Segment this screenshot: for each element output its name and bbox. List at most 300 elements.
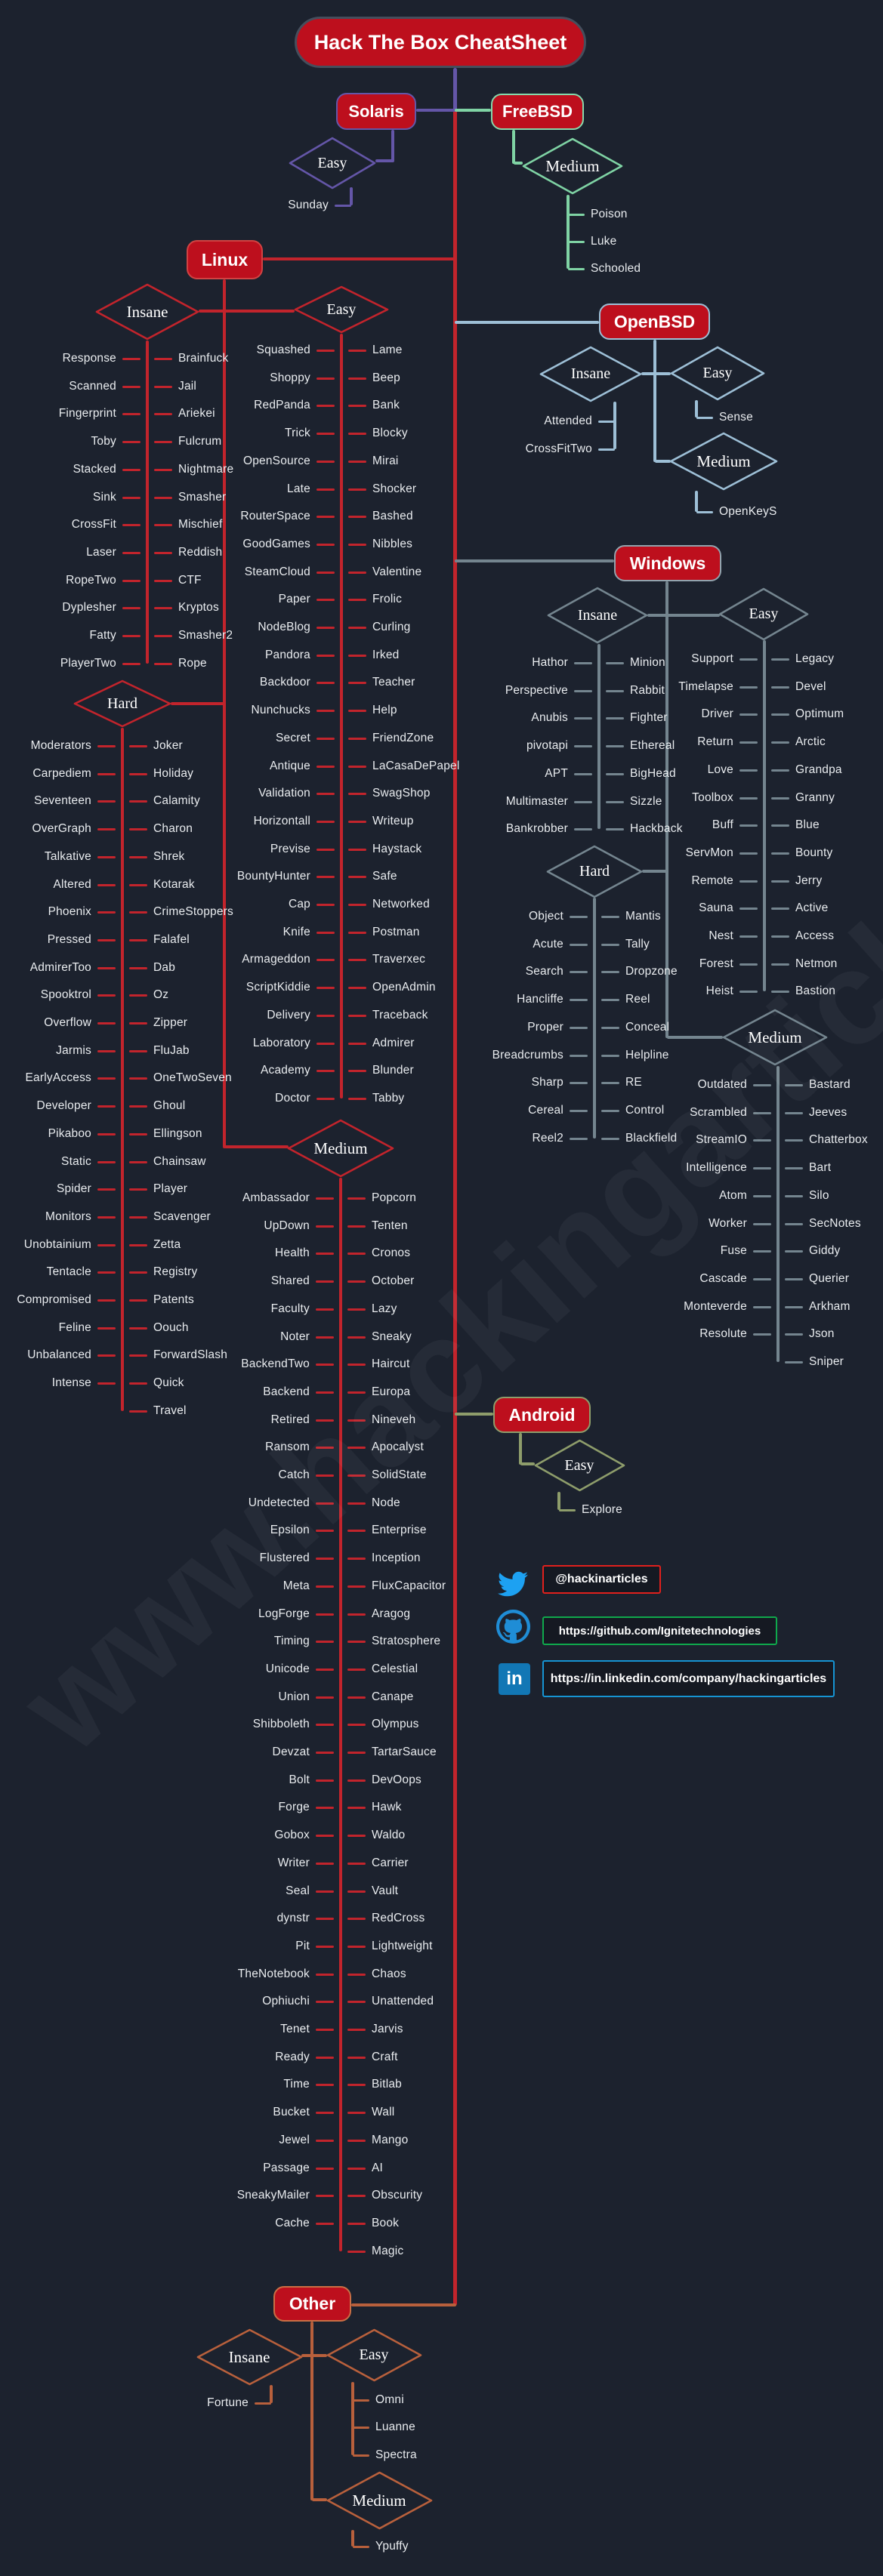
machine-label: Shibboleth <box>252 1718 310 1730</box>
connector-line <box>97 745 116 747</box>
connector-line <box>574 690 592 692</box>
twitter-handle-box[interactable] <box>542 1565 661 1594</box>
machine-label: Stacked <box>73 463 116 476</box>
solaris-node <box>336 93 416 130</box>
connector-line <box>568 214 585 216</box>
android-node <box>493 1397 591 1433</box>
connector-line <box>154 469 172 471</box>
connector-line <box>347 1974 366 1976</box>
connector-line <box>347 2112 366 2114</box>
connector-line <box>601 1082 619 1084</box>
connector-line <box>568 241 585 243</box>
connector-line <box>316 1530 334 1532</box>
machine-label: Shared <box>270 1274 310 1287</box>
connector-line <box>316 2084 334 2086</box>
machine-label: October <box>372 1274 415 1287</box>
machine-label: Ambassador <box>242 1191 310 1204</box>
connector-line <box>347 1946 366 1948</box>
linux-node <box>187 240 263 279</box>
machine-label: Delivery <box>267 1009 310 1021</box>
connector-line <box>570 1055 588 1057</box>
machine-label: Traverxec <box>372 953 426 966</box>
machine-label: Blocky <box>372 427 408 439</box>
connector-line <box>641 372 671 375</box>
connector-line <box>199 310 295 313</box>
machine-label: Chatterbox <box>809 1133 868 1146</box>
machine-label: Mantis <box>625 910 661 923</box>
connector-line <box>129 1327 147 1330</box>
connector-line <box>316 738 335 740</box>
machine-label: Scavenger <box>153 1210 211 1223</box>
connector-line <box>347 1558 366 1560</box>
connector-line <box>316 682 335 684</box>
connector-line <box>348 350 366 352</box>
machine-label: Control <box>625 1104 665 1117</box>
linkedin-url-box[interactable] <box>542 1660 835 1697</box>
machine-label: RouterSpace <box>240 510 310 522</box>
connector-line <box>696 417 713 419</box>
machine-label: Unobtainium <box>23 1238 91 1251</box>
connector-line <box>97 1354 116 1357</box>
connector-line <box>97 911 116 914</box>
machine-label: Valentine <box>372 565 422 578</box>
connector-line <box>753 1223 771 1225</box>
machine-label: Charon <box>153 822 193 835</box>
machine-label: Celestial <box>372 1662 418 1675</box>
machine-label: Oouch <box>153 1321 189 1334</box>
machine-label: Unattended <box>372 1995 434 2007</box>
machine-label: EarlyAccess <box>25 1071 91 1084</box>
openbsd-medium-list-spine <box>695 491 698 512</box>
machine-label: Bank <box>372 399 400 411</box>
connector-line <box>348 627 366 629</box>
machine-label: PlayerTwo <box>60 657 116 670</box>
connector-line <box>122 580 140 582</box>
machine-label: Sink <box>93 491 116 504</box>
machine-label: Intense <box>51 1376 91 1389</box>
machine-label: Granny <box>795 791 835 804</box>
connector-line <box>347 1308 366 1311</box>
machine-label: APT <box>545 767 568 780</box>
connector-line <box>316 1336 334 1339</box>
page-title: Hack The Box CheatSheet <box>313 30 567 54</box>
machine-label: Flustered <box>259 1551 310 1564</box>
machine-label: Schooled <box>591 262 641 275</box>
machine-label: TartarSauce <box>372 1746 437 1758</box>
connector-line <box>122 607 140 609</box>
connector-line <box>347 1474 366 1477</box>
windows-insane-diamond-label: Insane <box>577 606 618 624</box>
machine-label: Fulcrum <box>178 435 222 448</box>
connector-line <box>316 1253 334 1255</box>
machine-label: Return <box>697 735 733 748</box>
machine-label: Previse <box>270 843 310 855</box>
connector-line <box>785 1084 803 1086</box>
linux-hard-diamond <box>73 679 171 728</box>
connector-line <box>97 1077 116 1080</box>
connector-line <box>122 386 140 388</box>
machine-label: Seventeen <box>34 794 91 807</box>
connector-line <box>129 1050 147 1052</box>
connector-line <box>353 2546 369 2548</box>
machine-label: Proper <box>527 1021 563 1034</box>
machine-label: Haystack <box>372 843 422 855</box>
machine-label: Helpline <box>625 1049 669 1062</box>
machine-label: Blackfield <box>625 1132 678 1145</box>
connector-line <box>154 413 172 415</box>
machine-label: Antique <box>270 760 310 772</box>
connector-line <box>559 1509 576 1511</box>
connector-line <box>97 1216 116 1219</box>
machine-label: Toby <box>91 435 116 448</box>
machine-label: Sniper <box>809 1355 844 1368</box>
machine-label: ForwardSlash <box>153 1348 228 1361</box>
machine-label: Lazy <box>372 1302 397 1315</box>
connector-line <box>347 2029 366 2031</box>
connector-line <box>570 916 588 918</box>
machine-label: Bankrobber <box>505 822 568 835</box>
connector-line <box>771 991 789 993</box>
linux-easy-diamond <box>294 285 389 334</box>
connector-line <box>347 1502 366 1505</box>
connector-line <box>642 870 667 873</box>
machine-label: Explore <box>582 1503 622 1516</box>
connector-line <box>771 935 789 938</box>
connector-line <box>570 1138 588 1140</box>
machine-label: Json <box>809 1327 835 1340</box>
machine-label: Holiday <box>153 767 194 780</box>
machine-label: Jerry <box>795 874 823 887</box>
machine-label: Blunder <box>372 1064 414 1077</box>
connector-line <box>122 663 140 665</box>
machine-label: Heist <box>705 984 733 997</box>
machine-label: RedCross <box>372 1912 425 1924</box>
connector-line <box>785 1223 803 1225</box>
android-node-label: Android <box>508 1404 576 1425</box>
connector-line <box>347 1585 366 1588</box>
solaris-easy-diamond <box>289 137 376 190</box>
machine-label: Ready <box>275 2051 310 2063</box>
twitter-bird-icon[interactable] <box>497 1569 529 1599</box>
machine-label: Paper <box>278 593 310 605</box>
machine-label: Player <box>153 1182 188 1195</box>
machine-label: Bastard <box>809 1078 851 1091</box>
connector-line <box>347 1280 366 1283</box>
machine-label: Mango <box>372 2134 409 2146</box>
machine-label: Omni <box>375 2393 404 2406</box>
connector-line <box>655 460 671 463</box>
connector-line <box>122 358 140 360</box>
connector-line <box>347 2195 366 2197</box>
machine-label: GoodGames <box>242 538 310 550</box>
machine-label: Remote <box>691 874 733 887</box>
solaris-easy-diamond-label: Easy <box>317 154 347 171</box>
machine-label: Pandora <box>264 649 310 661</box>
machine-label: Chaos <box>372 1967 406 1980</box>
linux-medium-diamond <box>287 1119 394 1178</box>
openbsd-node <box>599 304 710 340</box>
connector-line <box>348 682 366 684</box>
connector-line <box>653 340 656 462</box>
windows-medium-list-spine <box>776 1066 780 1362</box>
machine-label: Feline <box>58 1321 91 1334</box>
connector-line <box>97 994 116 997</box>
machine-label: Dropzone <box>625 965 678 978</box>
machine-label: Forge <box>278 1801 310 1813</box>
connector-line <box>310 2322 313 2501</box>
connector-line <box>771 852 789 855</box>
machine-label: Reel <box>625 993 650 1006</box>
machine-label: Curling <box>372 621 411 633</box>
connector-line <box>97 856 116 858</box>
machine-label: Spider <box>56 1182 91 1195</box>
connector-line <box>574 828 592 830</box>
machine-label: Passage <box>263 2162 310 2174</box>
connector-line <box>129 800 147 803</box>
machine-label: Zetta <box>153 1238 181 1251</box>
connector-line <box>129 1188 147 1191</box>
connector-line <box>771 741 789 744</box>
connector-line <box>348 821 366 823</box>
windows-hard-list-spine <box>593 898 596 1139</box>
connector-line <box>771 907 789 910</box>
connector-line <box>129 773 147 775</box>
machine-label: RedPanda <box>254 399 310 411</box>
connector-line <box>316 821 335 823</box>
connector-line <box>97 800 116 803</box>
machine-label: Scrambled <box>690 1106 747 1119</box>
connector-line <box>739 880 758 883</box>
machine-label: Traceback <box>372 1009 428 1021</box>
android-easy-diamond <box>534 1439 625 1492</box>
machine-label: Registry <box>153 1265 198 1278</box>
connector-line <box>316 1502 334 1505</box>
machine-label: Pit <box>295 1940 310 1952</box>
connector-line <box>316 1363 334 1366</box>
connector-line <box>316 1696 334 1699</box>
machine-label: Ophiuchi <box>262 1995 310 2007</box>
connector-line <box>154 358 172 360</box>
linkedin-icon[interactable]: in <box>499 1663 530 1695</box>
machine-label: Intelligence <box>686 1161 747 1174</box>
connector-line <box>347 1530 366 1532</box>
machine-label: Frolic <box>372 593 403 605</box>
connector-line <box>347 1863 366 1865</box>
machine-label: Reel2 <box>532 1132 563 1145</box>
machine-label: Laser <box>86 546 116 559</box>
machine-label: NodeBlog <box>258 621 310 633</box>
connector-line <box>97 1188 116 1191</box>
machine-label: Inception <box>372 1551 421 1564</box>
machine-label: Unbalanced <box>27 1348 91 1361</box>
connector-line <box>122 552 140 554</box>
connector-line <box>347 1669 366 1671</box>
machine-label: Access <box>795 929 835 942</box>
machine-label: LogForge <box>258 1607 310 1620</box>
machine-label: TheNotebook <box>237 1967 310 1980</box>
machine-label: Spectra <box>375 2448 417 2461</box>
connector-line <box>154 580 172 582</box>
machine-label: Tenten <box>372 1219 408 1232</box>
machine-label: Bastion <box>795 984 836 997</box>
machine-label: Nightmare <box>178 463 234 476</box>
connector-line <box>753 1306 771 1308</box>
machine-label: Arkham <box>809 1300 851 1313</box>
solaris-easy-list-spine <box>350 187 353 205</box>
machine-label: Outdated <box>697 1078 747 1091</box>
connector-line <box>348 987 366 989</box>
connector-line <box>348 766 366 768</box>
connector-line <box>129 911 147 914</box>
github-url: https://github.com/Ignitetechnologies <box>558 1624 761 1638</box>
machine-label: Phoenix <box>48 905 91 918</box>
machine-label: Timelapse <box>678 680 733 693</box>
connector-line <box>753 1167 771 1169</box>
machine-label: Legacy <box>795 652 835 665</box>
connector-line <box>122 469 140 471</box>
github-octocat-icon[interactable] <box>496 1609 531 1644</box>
other-easy-diamond-label: Easy <box>359 2346 389 2363</box>
connector-line <box>97 1299 116 1302</box>
machine-label: Object <box>529 910 563 923</box>
openbsd-insane-diamond-label: Insane <box>570 365 611 382</box>
connector-line <box>347 2057 366 2059</box>
connector-line <box>129 1382 147 1385</box>
machine-label: Minion <box>630 656 665 669</box>
machine-label: Carrier <box>372 1857 409 1869</box>
connector-line <box>347 1724 366 1726</box>
machine-label: Squashed <box>256 344 310 356</box>
machine-label: Apocalyst <box>372 1441 424 1453</box>
machine-label: Bashed <box>372 510 413 522</box>
connector-line <box>97 1050 116 1052</box>
machine-label: Ariekei <box>178 407 215 420</box>
openbsd-easy-list-spine <box>695 400 698 418</box>
connector-line <box>316 1779 334 1782</box>
freebsd-medium-diamond <box>522 137 623 195</box>
machine-label: Response <box>62 352 116 365</box>
connector-line <box>347 1890 366 1893</box>
machine-label: Jail <box>178 380 197 393</box>
connector-line <box>570 1110 588 1112</box>
machine-label: Undetected <box>248 1496 310 1509</box>
machine-label: Bart <box>809 1161 832 1174</box>
connector-line <box>316 2195 334 2197</box>
connector-line <box>316 1641 334 1643</box>
connector-line <box>129 1105 147 1108</box>
machine-label: Kotarak <box>153 878 195 891</box>
connector-line <box>570 971 588 973</box>
machine-label: Cronos <box>372 1246 411 1259</box>
machine-label: Unicode <box>265 1662 310 1675</box>
machine-label: Fighter <box>630 711 668 724</box>
machine-label: Reddish <box>178 546 223 559</box>
machine-label: FriendZone <box>372 732 434 744</box>
machine-label: Nest <box>709 929 733 942</box>
connector-line <box>129 1299 147 1302</box>
machine-label: Lame <box>372 344 403 356</box>
machine-label: Bolt <box>289 1773 310 1786</box>
windows-node <box>614 545 721 581</box>
connector-line <box>316 1863 334 1865</box>
connector-line <box>316 1280 334 1283</box>
machine-label: Arctic <box>795 735 826 748</box>
connector-line <box>455 109 491 112</box>
connector-line <box>316 932 335 934</box>
machine-label: ServMon <box>685 846 733 859</box>
machine-label: Mirai <box>372 454 399 467</box>
machine-label: Union <box>278 1690 310 1703</box>
machine-label: Brainfuck <box>178 352 229 365</box>
connector-line <box>574 801 592 803</box>
machine-label: Vault <box>372 1884 399 1897</box>
connector-line <box>391 130 394 162</box>
machine-label: Grandpa <box>795 763 842 776</box>
machine-label: Hancliffe <box>517 993 563 1006</box>
connector-line <box>316 1474 334 1477</box>
github-url-box[interactable] <box>542 1616 777 1645</box>
machine-label: Magic <box>372 2245 404 2257</box>
connector-line <box>785 1333 803 1336</box>
machine-label: Smasher <box>178 491 227 504</box>
connector-line <box>301 2354 327 2357</box>
connector-line <box>348 738 366 740</box>
connector-line <box>316 1043 335 1045</box>
openbsd-insane-list-spine <box>613 402 616 449</box>
connector-line <box>316 1070 335 1072</box>
machine-label: OpenKeyS <box>719 505 777 518</box>
connector-line <box>122 413 140 415</box>
machine-label: Attended <box>544 414 592 427</box>
machine-label: Horizontall <box>253 815 310 827</box>
machine-label: Travel <box>153 1404 187 1417</box>
machine-label: Breadcrumbs <box>492 1049 563 1062</box>
android-easy-diamond-label: Easy <box>564 1456 594 1474</box>
connector-line <box>316 1558 334 1560</box>
machine-label: Chainsaw <box>153 1155 206 1168</box>
connector-line <box>255 2402 271 2405</box>
machine-label: RopeTwo <box>66 574 116 587</box>
machine-label: BackendTwo <box>241 1357 310 1370</box>
connector-line <box>570 1082 588 1084</box>
connector-line <box>316 876 335 878</box>
connector-line <box>316 2223 334 2225</box>
connector-line <box>129 1410 147 1413</box>
machine-label: Mischief <box>178 518 223 531</box>
machine-label: Haircut <box>372 1357 410 1370</box>
connector-line <box>122 441 140 443</box>
linux-medium-diamond-label: Medium <box>313 1139 368 1157</box>
linux-insane-list-spine <box>146 340 149 664</box>
other-insane-diamond <box>196 2328 303 2386</box>
machine-label: Tabby <box>372 1092 405 1105</box>
connector-line <box>416 109 456 112</box>
connector-line <box>97 1161 116 1163</box>
machine-label: ScriptKiddie <box>245 981 310 994</box>
connector-line <box>122 524 140 526</box>
machine-label: RE <box>625 1076 642 1089</box>
connector-line <box>570 999 588 1001</box>
connector-line <box>129 1077 147 1080</box>
machine-label: Craft <box>372 2051 398 2063</box>
machine-label: Node <box>372 1496 400 1509</box>
machine-label: SwagShop <box>372 787 431 800</box>
connector-line <box>353 2454 369 2457</box>
connector-line <box>348 516 366 518</box>
machine-label: Patents <box>153 1293 194 1306</box>
freebsd-node-label: FreeBSD <box>502 102 573 121</box>
connector-line <box>129 1133 147 1135</box>
